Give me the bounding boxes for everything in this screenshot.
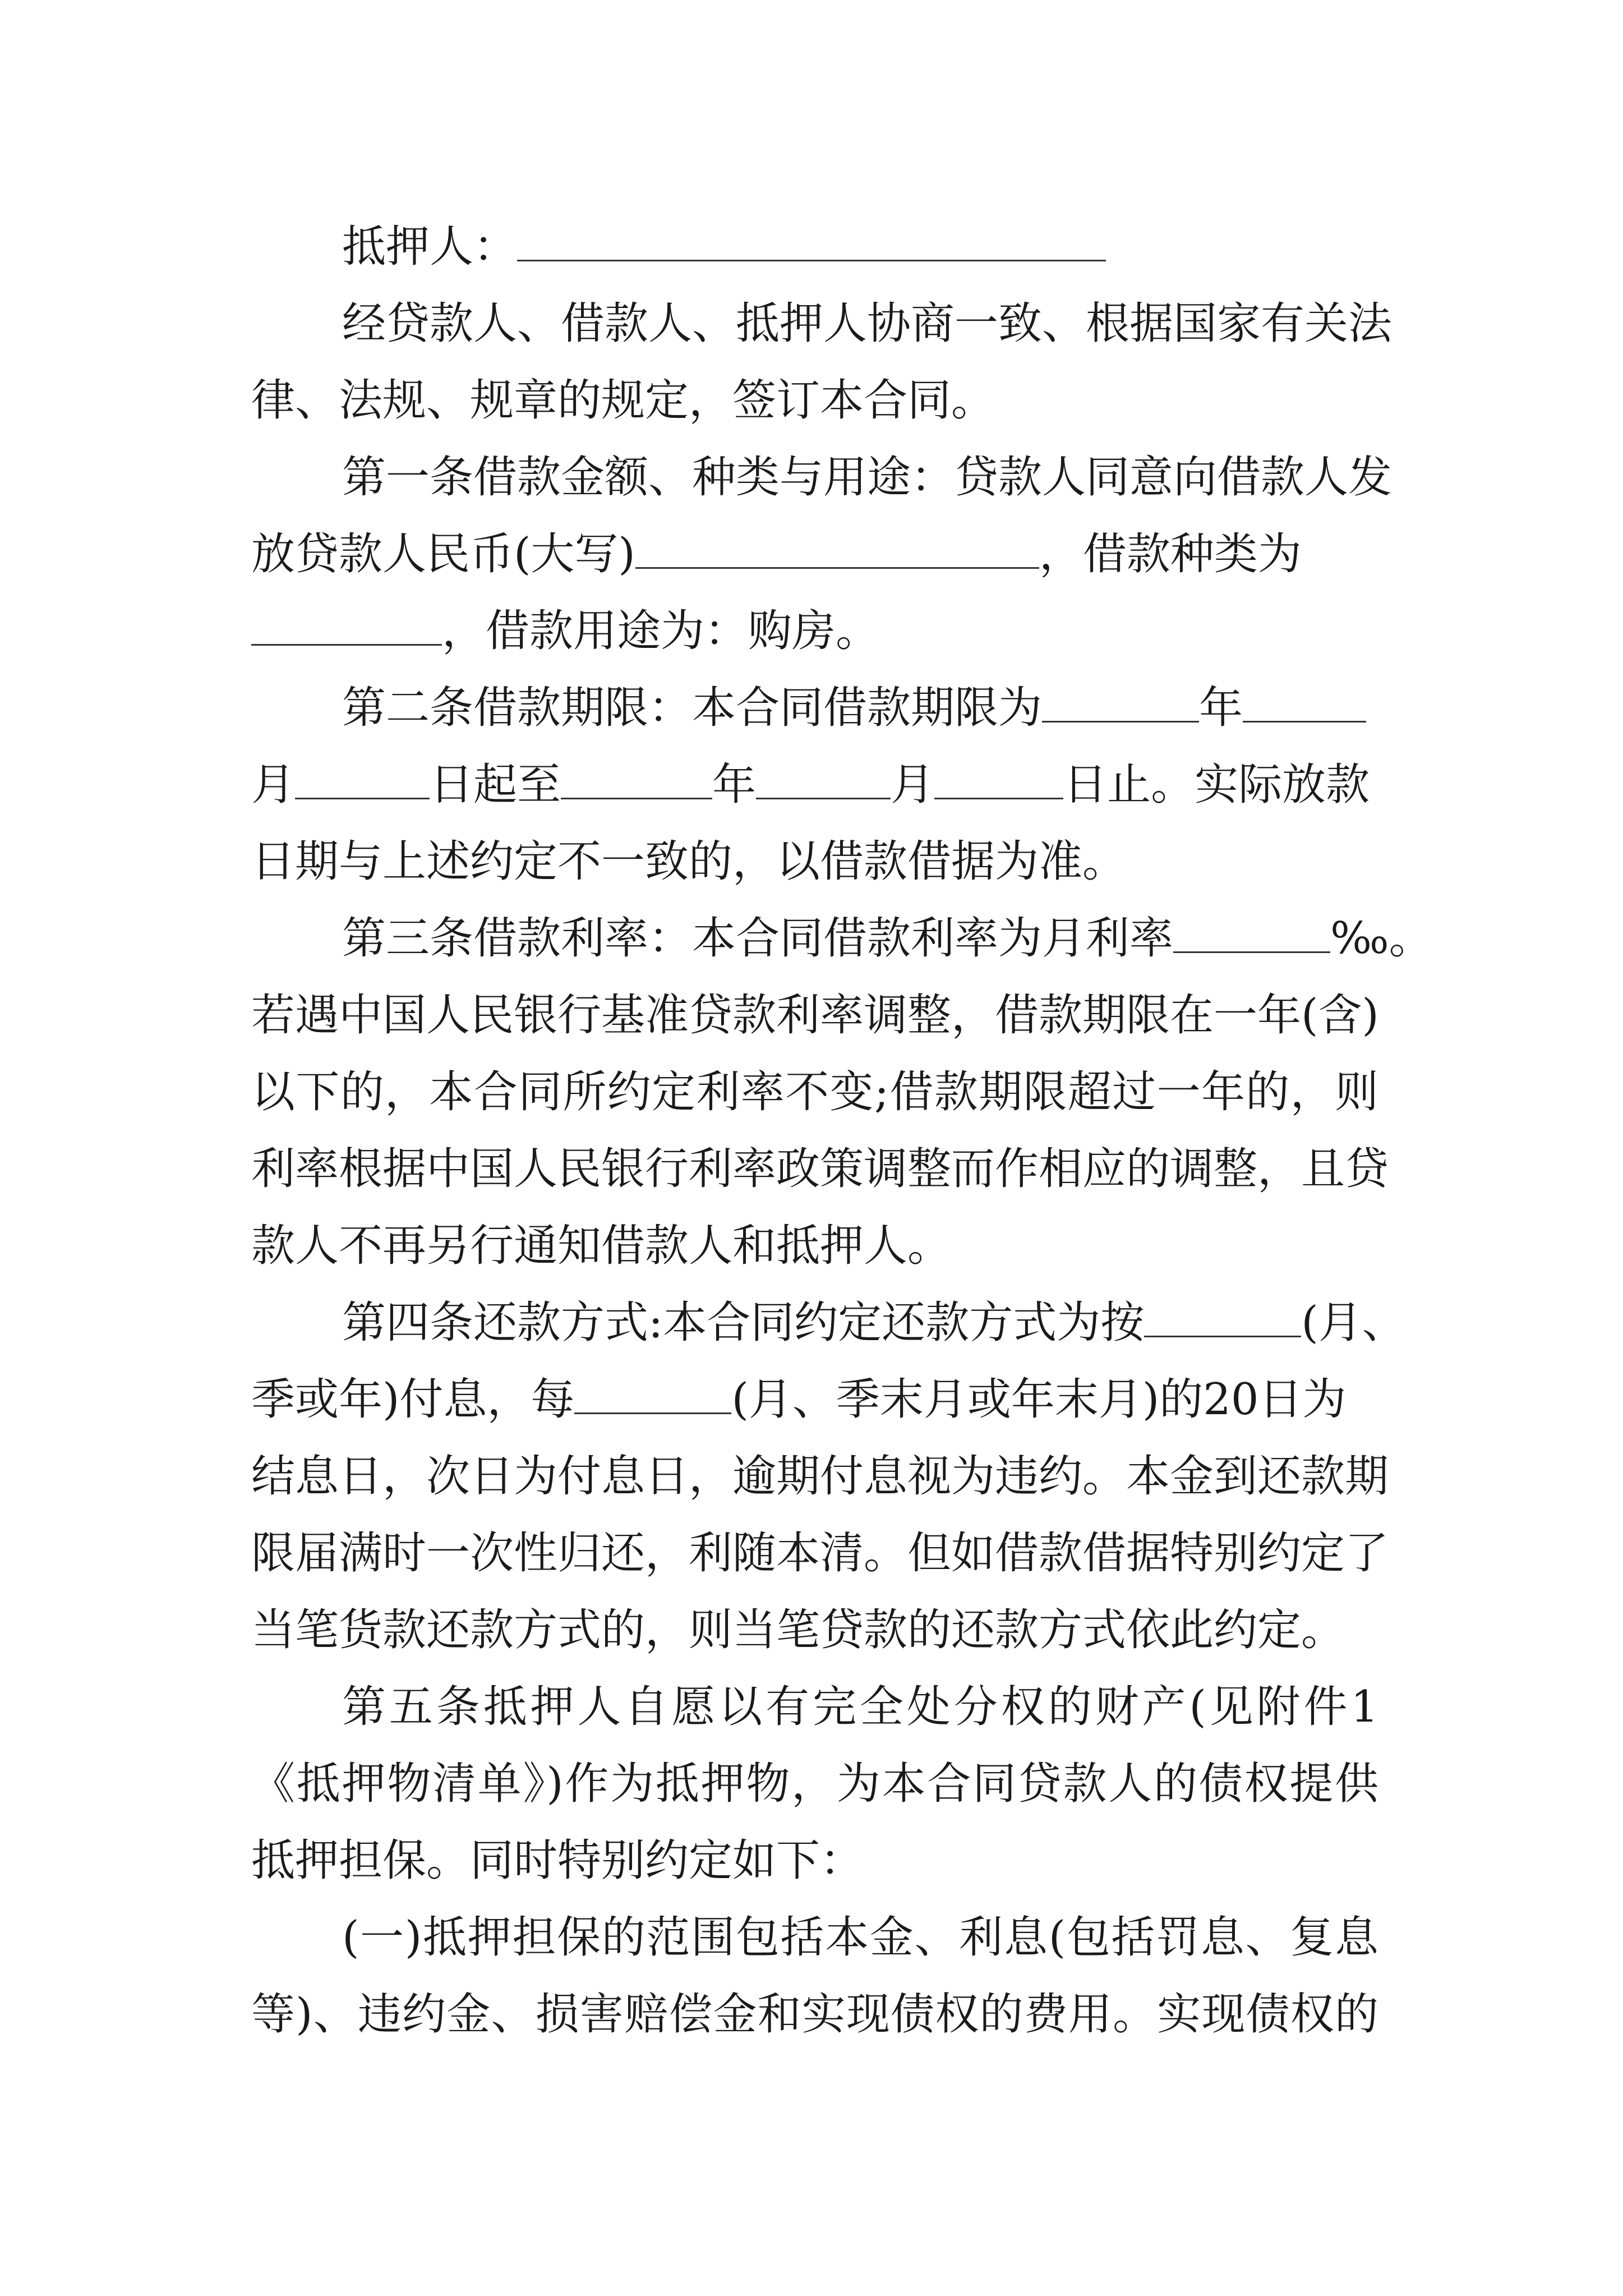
end-month-blank[interactable] xyxy=(756,763,891,799)
end-year-blank[interactable] xyxy=(561,763,712,799)
article-1-amount-label: 放贷款人民币(大写) xyxy=(251,529,635,579)
article-2-line-3: 日期与上述约定不一致的，以借款借据为准。 xyxy=(251,836,1127,887)
article-3-line-2: 若遇中国人民银行基准贷款利率调整，借款期限在一年(含) xyxy=(251,990,1379,1041)
term-years-blank[interactable] xyxy=(1042,686,1199,723)
article-1-type-label: ，借款种类为 xyxy=(1039,529,1302,579)
preamble-line-2: 律、法规、规章的规定，签订本合同。 xyxy=(251,375,995,426)
article-3-line-1 xyxy=(251,900,1433,977)
article-4-line-1 xyxy=(251,1285,1406,1361)
start-year-blank[interactable] xyxy=(1243,686,1366,723)
article-1-purpose: ，借款用途为：购房。 xyxy=(442,606,880,656)
start-month-label: 月 xyxy=(251,760,296,810)
article-2-line-2 xyxy=(251,747,1378,823)
start-month-blank[interactable] xyxy=(295,763,430,799)
end-year-label: 年 xyxy=(712,760,757,810)
article-4-line-5: 当笔货款还款方式的，则当笔贷款的还款方式依此约定。 xyxy=(251,1605,1345,1655)
mortgagor-blank[interactable] xyxy=(517,225,1106,261)
repayment-period-blank[interactable] xyxy=(1144,1301,1301,1337)
article-4-line-2 xyxy=(251,1361,1378,1438)
clause-1-line-2: 等)、违约金、损害赔偿金和实现债权的费用。实现债权的 xyxy=(251,1989,1378,2040)
article-5-line-1: 第五条抵押人自愿以有完全处分权的财产(见附件1 xyxy=(342,1682,1378,1732)
monthly-rate-blank[interactable] xyxy=(1173,917,1330,953)
article-3-line-3: 以下的，本合同所约定利率不变;借款期限超过一年的，则 xyxy=(251,1067,1378,1117)
article-5-line-3: 抵押担保。同时特别约定如下： xyxy=(251,1835,864,1886)
clause-1-line-1: (一)抵押担保的范围包括本金、利息(包括罚息、复息 xyxy=(342,1912,1378,1963)
contract-page xyxy=(251,209,1433,2053)
article-4-method-label: 第四条还款方式:本合同约定还款方式为按 xyxy=(342,1297,1145,1348)
start-day-label: 日起至 xyxy=(430,760,561,810)
mortgagor-line xyxy=(251,209,1378,286)
article-2-line-1 xyxy=(251,670,1378,747)
article-2-year-label: 年 xyxy=(1199,683,1243,733)
end-day-label: 日止。实际放款 xyxy=(1063,760,1370,810)
article-3-rate-label: 第三条借款利率：本合同借款利率为月利率 xyxy=(342,913,1174,964)
interest-month-blank[interactable] xyxy=(574,1378,731,1414)
article-5-line-2: 《抵押物清单》)作为抵押物，为本合同贷款人的债权提供 xyxy=(251,1759,1378,1809)
preamble-line-1: 经贷款人、借款人、抵押人协商一致、根据国家有关法 xyxy=(342,298,1393,349)
article-1-line-2 xyxy=(251,516,1378,593)
mortgagor-label: 抵押人： xyxy=(342,222,518,272)
article-4-line-3: 结息日，次日为付息日，逾期付息视为违约。本金到还款期 xyxy=(251,1451,1389,1502)
article-4-interest-label: 季或年)付息，每 xyxy=(251,1374,575,1425)
article-1-line-1: 第一条借款金额、种类与用途：贷款人同意向借款人发 xyxy=(342,452,1393,503)
permille-sign: ‰。 xyxy=(1330,913,1433,964)
loan-type-blank[interactable] xyxy=(251,609,442,646)
article-4-line-4: 限届满时一次性归还，利随本清。但如借款借据特别约定了 xyxy=(251,1528,1389,1579)
article-3-line-5: 款人不再另行通知借款人和抵押人。 xyxy=(251,1221,952,1271)
article-1-line-3 xyxy=(251,593,1378,670)
article-2-term-label: 第二条借款期限：本合同借款期限为 xyxy=(342,683,1043,733)
article-4-period-options: (月、 xyxy=(1301,1297,1406,1348)
loan-amount-blank[interactable] xyxy=(635,532,1039,569)
article-4-day-label: (月、季末月或年末月)的20日为 xyxy=(731,1374,1347,1425)
article-3-line-4: 利率根据中国人民银行利率政策调整而作相应的调整，且贷 xyxy=(251,1144,1389,1194)
end-month-label: 月 xyxy=(891,760,935,810)
end-day-blank[interactable] xyxy=(934,763,1063,799)
